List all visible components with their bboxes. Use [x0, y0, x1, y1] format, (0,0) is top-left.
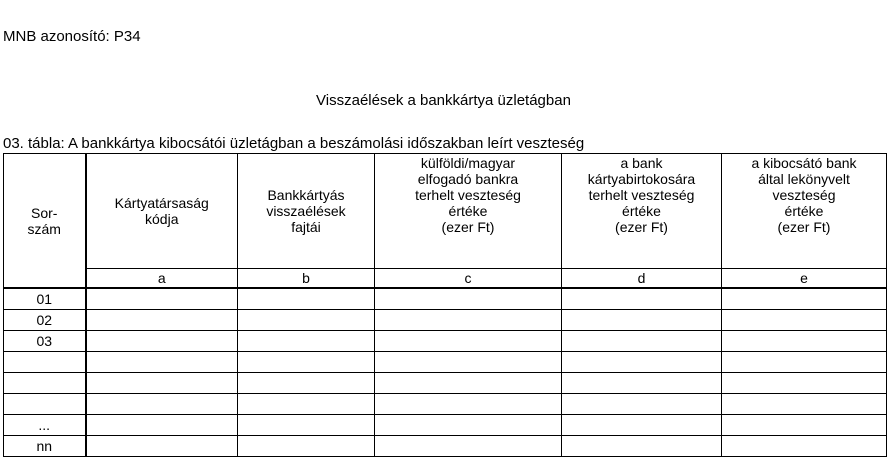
- header-e-line-5: (ezer Ft): [777, 219, 831, 235]
- header-sorszam-line-1: Sor-: [31, 204, 58, 221]
- table-row: [4, 436, 887, 457]
- loss-table: [3, 153, 887, 457]
- data-cell-a: [86, 436, 238, 457]
- row-number-cell: ...: [4, 415, 86, 436]
- header-a-line-1: Kártyatársaság: [114, 195, 209, 211]
- header-a: [86, 154, 238, 269]
- data-cell-e: [722, 415, 887, 436]
- mnb-identifier: MNB azonosító: P34: [3, 28, 141, 45]
- data-cell-d: [562, 436, 722, 457]
- column-letter-c: c: [375, 269, 562, 289]
- data-cell-d: [562, 415, 722, 436]
- data-cell-e: [722, 394, 887, 415]
- data-cell-e: [722, 373, 887, 394]
- header-d-line-3: terhelt veszteség: [588, 187, 695, 203]
- data-cell-b: [238, 352, 375, 373]
- header-c: [375, 154, 562, 269]
- data-cell-c: [375, 394, 562, 415]
- header-d-line-4: értéke: [622, 203, 661, 219]
- header-sorszam: [4, 154, 86, 289]
- data-cell-e: [722, 352, 887, 373]
- header-e-line-2: által lekönyvelt: [758, 171, 850, 187]
- header-c-line-5: (ezer Ft): [441, 219, 495, 235]
- data-cell-d: [562, 352, 722, 373]
- table-row: [4, 310, 887, 331]
- data-cell-b: [238, 310, 375, 331]
- column-letter-b: b: [238, 269, 375, 289]
- header-c-line-1: külföldi/magyar: [420, 155, 516, 171]
- data-cell-c: [375, 436, 562, 457]
- row-number-cell: 01: [4, 288, 86, 310]
- data-cell-d: [562, 288, 722, 310]
- header-d-line-2: kártyabirtokosára: [587, 171, 696, 187]
- data-cell-d: [562, 310, 722, 331]
- data-cell-a: [86, 310, 238, 331]
- data-cell-d: [562, 394, 722, 415]
- data-cell-b: [238, 288, 375, 310]
- column-letter-a: a: [86, 269, 238, 289]
- data-cell-c: [375, 352, 562, 373]
- data-cell-b: [238, 436, 375, 457]
- data-cell-c: [375, 373, 562, 394]
- table-row: [4, 373, 887, 394]
- header-b: [238, 154, 375, 269]
- data-cell-c: [375, 288, 562, 310]
- data-cell-b: [238, 331, 375, 352]
- header-b-line-1: Bankkártyás: [267, 187, 345, 203]
- header-d: [562, 154, 722, 269]
- header-e-line-4: értéke: [784, 203, 824, 219]
- table-row: [4, 394, 887, 415]
- header-b-line-2: visszaélések: [266, 203, 346, 219]
- data-cell-e: [722, 310, 887, 331]
- main-title: Visszaélések a bankkártya üzletágban: [316, 92, 571, 109]
- header-c-line-3: terhelt veszteség: [415, 187, 521, 203]
- header-d-line-1: a bank: [620, 155, 663, 171]
- data-cell-a: [86, 331, 238, 352]
- data-cell-e: [722, 331, 887, 352]
- row-number-cell: 02: [4, 310, 86, 331]
- header-a-line-2: kódja: [145, 211, 179, 227]
- header-c-line-2: elfogadó bankra: [417, 171, 519, 187]
- header-sorszam-line-2: szám: [27, 220, 61, 237]
- header-e-line-3: veszteség: [772, 187, 836, 203]
- data-cell-a: [86, 394, 238, 415]
- header-b-line-3: fajtái: [291, 219, 321, 235]
- data-cell-c: [375, 415, 562, 436]
- row-number-cell: nn: [4, 436, 86, 457]
- table-title: 03. tábla: A bankkártya kibocsátói üzletágban a beszámolási időszakban leírt veszteség: [3, 135, 585, 152]
- row-number-cell: 03: [4, 331, 86, 352]
- data-cell-e: [722, 436, 887, 457]
- row-number-cell: [4, 373, 86, 394]
- table-row: [4, 415, 887, 436]
- column-letter-d: d: [562, 269, 722, 289]
- data-cell-e: [722, 288, 887, 310]
- table-row: [4, 352, 887, 373]
- data-cell-b: [238, 373, 375, 394]
- data-cell-a: [86, 373, 238, 394]
- table-row: [4, 288, 887, 310]
- data-cell-c: [375, 331, 562, 352]
- data-cell-d: [562, 373, 722, 394]
- row-number-cell: [4, 394, 86, 415]
- row-number-cell: [4, 352, 86, 373]
- header-d-line-5: (ezer Ft): [615, 219, 668, 235]
- header-c-line-4: értéke: [448, 203, 488, 219]
- data-cell-a: [86, 415, 238, 436]
- data-cell-d: [562, 331, 722, 352]
- data-cell-b: [238, 415, 375, 436]
- header-e: [722, 154, 887, 269]
- header-e-line-1: a kibocsátó bank: [751, 155, 857, 171]
- data-cell-b: [238, 394, 375, 415]
- data-cell-a: [86, 288, 238, 310]
- data-cell-a: [86, 352, 238, 373]
- table-row: [4, 331, 887, 352]
- column-letter-e: e: [722, 269, 887, 289]
- data-cell-c: [375, 310, 562, 331]
